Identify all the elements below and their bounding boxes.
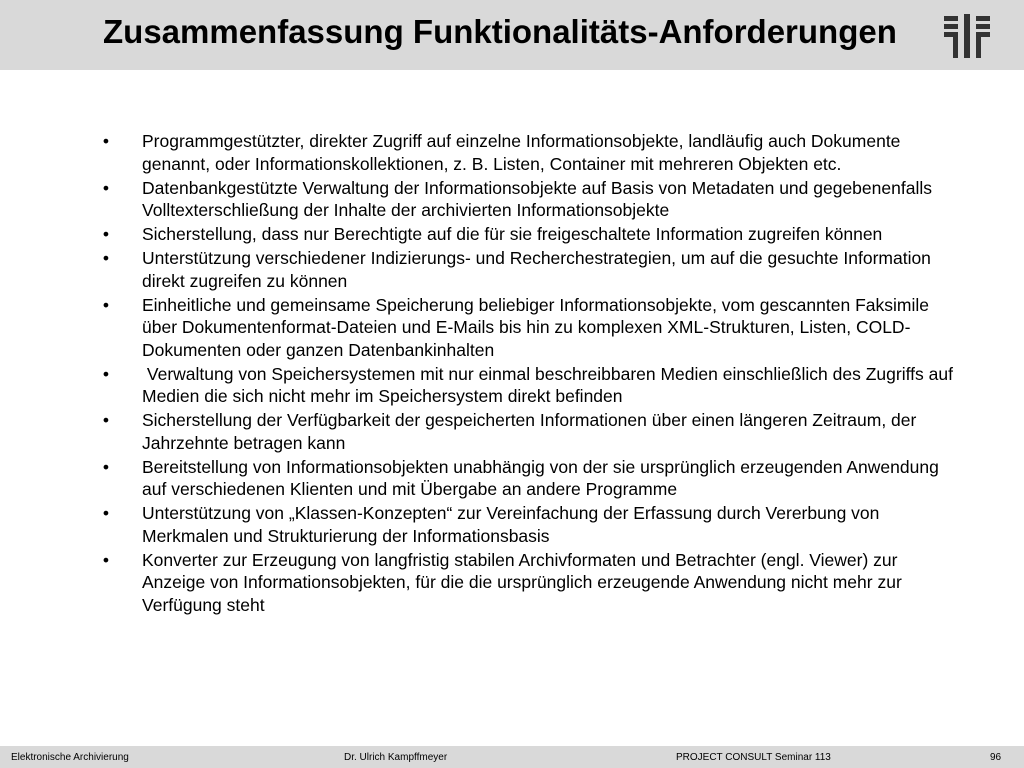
bullet-item — [100, 502, 960, 547]
bullet-item — [100, 130, 960, 175]
bullet-icon: • — [102, 224, 110, 244]
bullet-icon: • — [102, 456, 110, 477]
bullet-icon: • — [102, 248, 110, 268]
bullet-item — [100, 294, 960, 362]
bullet-text: Sicherstellung der Verfügbarkeit der gespeicherten Informationen über einen längeren Zeitraum, der Jahrzehnte betragen kann — [142, 410, 917, 453]
bullet-list — [100, 130, 960, 616]
bullet-icon: • — [102, 294, 110, 315]
bullet-item — [100, 177, 960, 222]
bullet-icon: • — [102, 131, 110, 151]
bullet-text: Konverter zur Erzeugung von langfristig stabilen Archivformaten und Betrachter (engl. Viewer) zur Anzeige von Informationsobjekten, für die die ursprünglich erzeugende Anwendung nicht mehr zur Verfügung steht — [142, 549, 902, 615]
bullet-icon: • — [102, 177, 110, 198]
bullet-icon: • — [102, 410, 110, 430]
slide-content — [100, 130, 960, 618]
bullet-text: Programmgestützter, direkter Zugriff auf einzelne Informationsobjekte, landläufig auch Dokumente genannt, oder Informationskollektionen, z. B. Listen, Container mit mehreren Objekten etc. — [142, 131, 901, 174]
bullet-icon: • — [102, 503, 110, 523]
bullet-text: Bereitstellung von Informationsobjekten unabhängig von der sie ursprünglich erzeugenden Anwendung auf verschiedenen Klienten und mit Übergabe an andere Programme — [142, 456, 939, 499]
footer-author: Dr. Ulrich Kampffmeyer — [344, 752, 448, 763]
bullet-text: Sicherstellung, dass nur Berechtigte auf die für sie freigeschaltete Information zugreifen können — [142, 224, 883, 244]
bullet-item — [100, 549, 960, 617]
footer-event: PROJECT CONSULT Seminar 113 — [676, 752, 831, 763]
bullet-icon: • — [102, 549, 110, 570]
footer-course-title: Elektronische Archivierung — [11, 752, 129, 763]
bullet-text: Unterstützung von „Klassen-Konzepten“ zur Vereinfachung der Erfassung durch Vererbung von Merkmalen und Strukturierung der Informationsbasis — [142, 503, 880, 546]
bullet-text: Datenbankgestützte Verwaltung der Informationsobjekte auf Basis von Metadaten und gegebenenfalls Volltexterschließung der Inhalte der archivierten Informationsobjekte — [142, 177, 932, 220]
bullet-text: Unterstützung verschiedener Indizierungs- und Recherchestrategien, um auf die gesuchte Information direkt zugreifen zu können — [142, 248, 931, 291]
bullet-text: Verwaltung von Speichersystemen mit nur einmal beschreibbaren Medien einschließlich des Zugriffs auf Medien die sich nicht mehr im Speichersystem direkt befinden — [142, 363, 958, 406]
bullet-icon: • — [102, 363, 110, 384]
bullet-item — [100, 247, 960, 292]
bullet-item — [100, 363, 960, 408]
footer-page-number: 96 — [990, 752, 1002, 763]
slide-title: Zusammenfassung Funktionalitäts-Anforderungen — [103, 13, 897, 50]
slide-header — [0, 0, 1024, 70]
bullet-text: Einheitliche und gemeinsame Speicherung beliebiger Informationsobjekte, vom gescannten Faksimile über Dokumentenformat-Dateien und E-Mails bis hin zu komplexen XML-Strukturen, Listen, COLD-Dokumenten oder ganzen Datenbankinhalten — [142, 294, 929, 360]
bullet-item — [100, 223, 960, 246]
slide-footer — [0, 746, 1024, 768]
project-consult-logo-icon — [944, 14, 992, 58]
bullet-item — [100, 456, 960, 501]
bullet-item — [100, 409, 960, 454]
